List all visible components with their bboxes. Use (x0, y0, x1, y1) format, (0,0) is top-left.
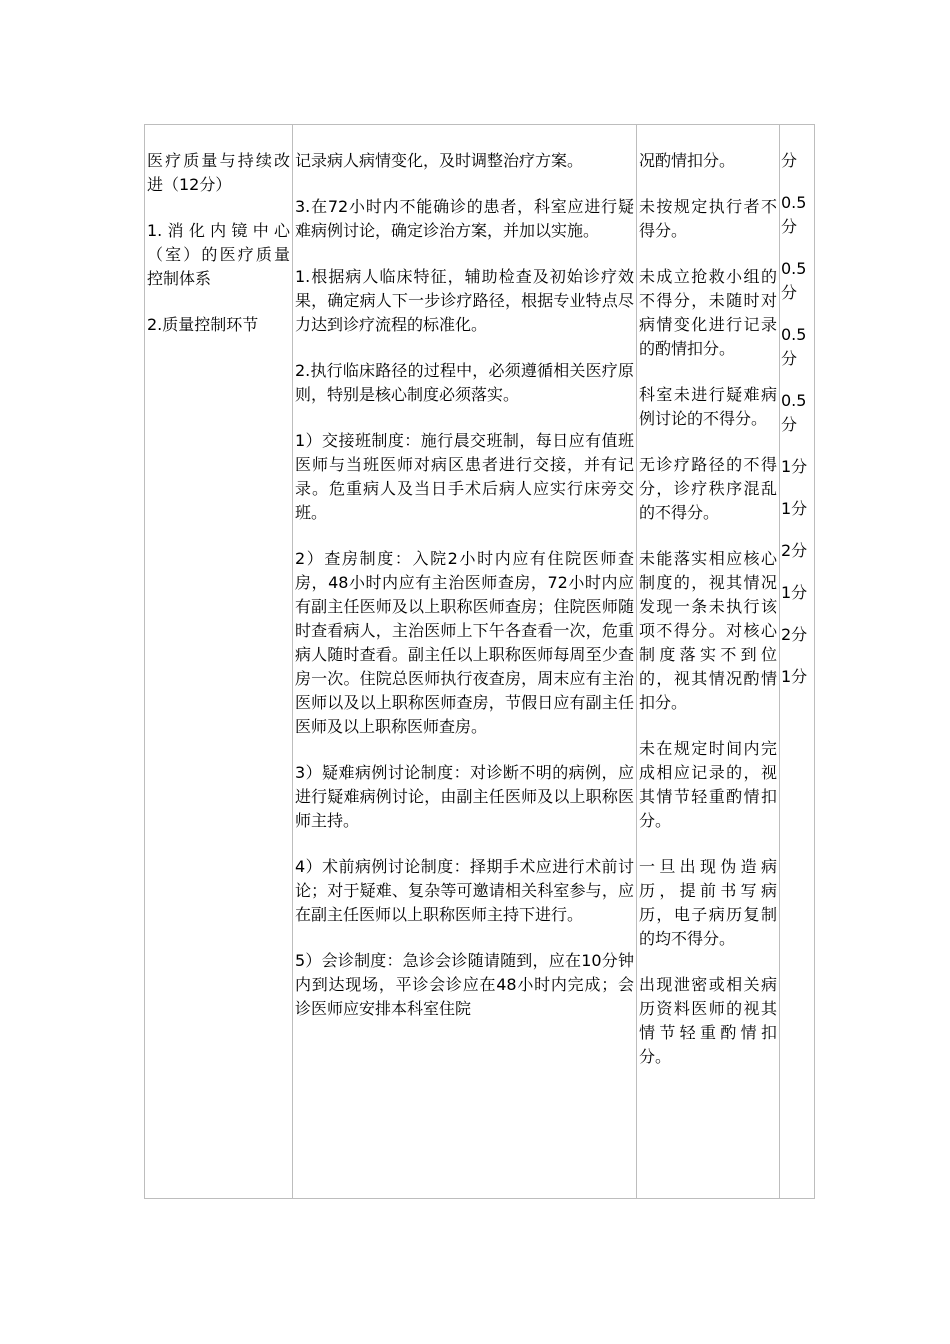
points-5: 1分 (781, 457, 808, 476)
standard-paragraph-4: 1）交接班制度：施行晨交班制，每日应有值班医师与当班医师对病区患者进行交接，并有记录。危重病人及当日手术后病人应实行床旁交班。 (295, 431, 634, 522)
points-1: 0.5分 (781, 193, 807, 236)
standard-paragraph-7: 4）术前病例讨论制度：择期手术应进行术前讨论；对于疑难、复杂等可邀请相关科室参与，应在副主任医师以上职称医师主持下进行。 (295, 857, 634, 924)
column-standards (293, 125, 637, 1198)
rule-paragraph-6: 未在规定时间内完成相应记录的，视其情节轻重酌情扣分。 (639, 739, 777, 830)
standard-paragraph-0: 记录病人病情变化，及时调整治疗方案。 (295, 151, 584, 170)
points-7: 2分 (781, 541, 808, 560)
category-title: 医疗质量与持续改进（12分） (147, 151, 290, 194)
points-6: 1分 (781, 499, 808, 518)
standard-paragraph-1: 3.在72小时内不能确诊的患者，科室应进行疑难病例讨论，确定诊治方案，并加以实施。 (295, 197, 634, 240)
rule-paragraph-1: 未按规定执行者不得分。 (639, 197, 777, 240)
standard-paragraph-6: 3）疑难病例讨论制度：对诊断不明的病例，应进行疑难病例讨论，由副主任医师及以上职称医师主持。 (295, 763, 634, 830)
points-4: 0.5分 (781, 391, 807, 434)
rule-paragraph-2: 未成立抢救小组的不得分，未随时对病情变化进行记录的酌情扣分。 (639, 267, 777, 358)
rule-paragraph-3: 科室未进行疑难病例讨论的不得分。 (639, 385, 777, 428)
column-deduction-rules (637, 125, 780, 1198)
rule-paragraph-7: 一旦出现伪造病历，提前书写病历，电子病历复制的均不得分。 (639, 857, 777, 948)
points-8: 1分 (781, 583, 808, 602)
rule-paragraph-0: 况酌情扣分。 (639, 151, 736, 170)
rule-paragraph-8: 出现泄密或相关病历资料医师的视其情节轻重酌情扣分。 (639, 975, 777, 1066)
standard-paragraph-8: 5）会诊制度：急诊会诊随请随到，应在10分钟内到达现场，平诊会诊应在48小时内完成；会诊医师应安排本科室住院 (295, 951, 634, 1018)
standard-paragraph-2: 1.根据病人临床特征，辅助检查及初始诊疗效果，确定病人下一步诊疗路径，根据专业特点尽力达到诊疗流程的标准化。 (295, 267, 634, 334)
points-0: 分 (781, 151, 798, 170)
rule-paragraph-4: 无诊疗路径的不得分，诊疗秩序混乱的不得分。 (639, 455, 777, 522)
column-points (780, 125, 814, 1198)
points-9: 2分 (781, 625, 808, 644)
rule-paragraph-5: 未能落实相应核心制度的，视其情况发现一条未执行该项不得分。对核心制度落实不到位的，视其情况酌情扣分。 (639, 549, 777, 712)
category-item-2: 2.质量控制环节 (147, 315, 259, 334)
standard-paragraph-3: 2.执行临床路径的过程中，必须遵循相关医疗原则，特别是核心制度必须落实。 (295, 361, 634, 404)
standard-paragraph-5: 2）查房制度：入院2小时内应有住院医师查房，48小时内应有主治医师查房，72小时内应有副主任医师及以上职称医师查房；住院医师随时查看病人，主治医师上下午各查看一次，危重病人随时查看。副主任以上职称医师每周至少查房一次。住院总医师执行夜查房，周末应有主治医师以及以上职称医师查房，节假日应有副主任医师及以上职称医师查房。 (295, 549, 634, 736)
points-2: 0.5分 (781, 259, 807, 302)
scoring-table (144, 124, 815, 1199)
column-category (145, 125, 293, 1198)
points-3: 0.5分 (781, 325, 807, 368)
points-10: 1分 (781, 667, 808, 686)
category-item-1: 1.消化内镜中心（室）的医疗质量控制体系 (147, 221, 290, 288)
